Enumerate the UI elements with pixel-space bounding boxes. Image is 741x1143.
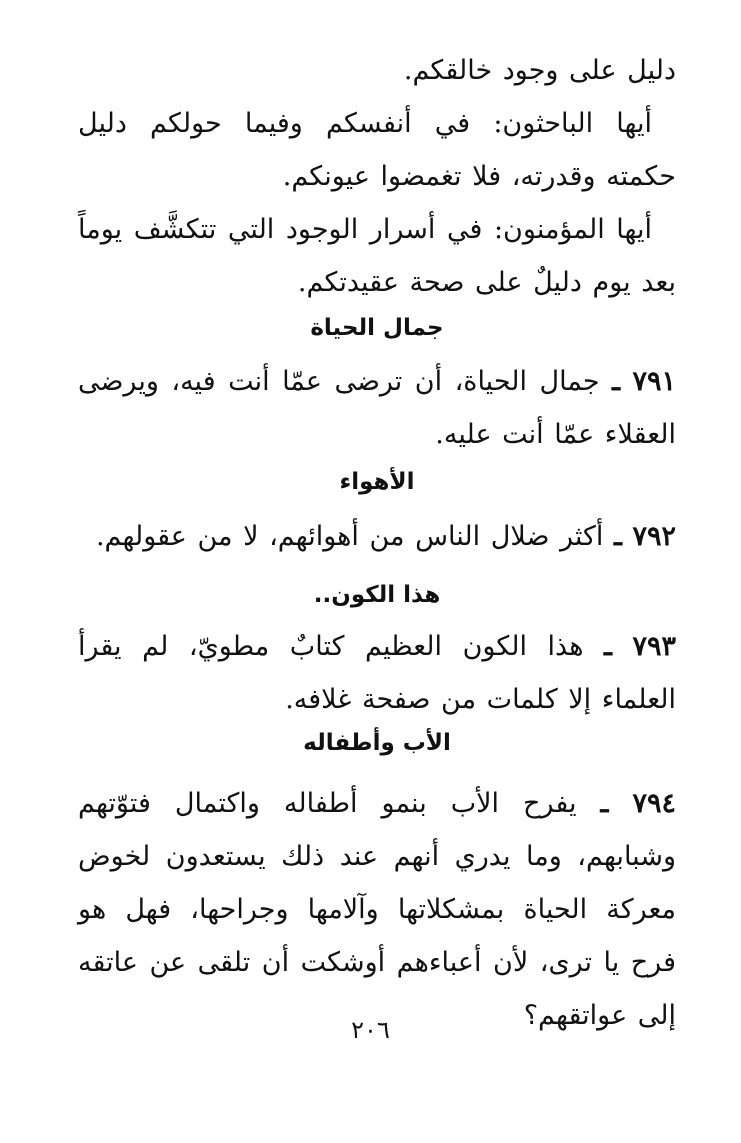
saying-793 xyxy=(78,620,676,726)
saying-794 xyxy=(78,777,676,1042)
saying-text: هذا الكون العظيم كتابٌ مطويّ، لم يقرأ العلماء إلا كلمات من صفحة غلافه. xyxy=(78,631,676,715)
saying-number: ٧٩٣ xyxy=(632,631,676,662)
saying-792 xyxy=(78,510,676,563)
page-number: ٢٠٦ xyxy=(351,1016,390,1044)
saying-dash: ـ xyxy=(604,631,612,662)
saying-text: أكثر ضلال الناس من أهوائهم، لا من عقولهم. xyxy=(95,521,604,552)
section-heading-father-and-children: الأب وأطفاله xyxy=(303,730,451,756)
intro-line: دليل على وجود خالقكم. xyxy=(403,55,676,86)
saying-791 xyxy=(78,355,676,461)
saying-number: ٧٩٤ xyxy=(632,788,676,819)
saying-dash: ـ xyxy=(600,788,609,819)
saying-dash: ـ xyxy=(613,521,622,552)
saying-text: يفرح الأب بنمو أطفاله واكتمال فتوّتهم وشبابهم، وما يدري أنهم عند ذلك يستعدون لخوض معركة الحياة بمشكلاتها وآلامها وجراحها، فهل هو فرح يا ترى، لأن أعباءهم أوشكت أن تلقى عن عاتقه إلى عواتقهم؟ xyxy=(78,788,676,1031)
saying-number: ٧٩٢ xyxy=(632,521,676,552)
saying-number: ٧٩١ xyxy=(632,366,677,397)
paragraph-believers: أيها المؤمنون: في أسرار الوجود التي تتكشَّف يوماً بعد يوم دليلٌ على صحة عقيدتكم. xyxy=(78,214,676,298)
paragraph-researchers: أيها الباحثون: في أنفسكم وفيما حولكم دليل حكمته وقدرته، فلا تغمضوا عيونكم. xyxy=(78,108,676,192)
saying-dash: ـ xyxy=(612,366,621,397)
saying-text: جمال الحياة، أن ترضى عمّا أنت فيه، ويرضى العقلاء عمّا أنت عليه. xyxy=(78,366,676,450)
section-heading-beauty-of-life: جمال الحياة xyxy=(310,315,444,341)
section-heading-this-universe: هذا الكون.. xyxy=(313,582,441,608)
section-heading-desires: الأهواء xyxy=(339,469,415,495)
